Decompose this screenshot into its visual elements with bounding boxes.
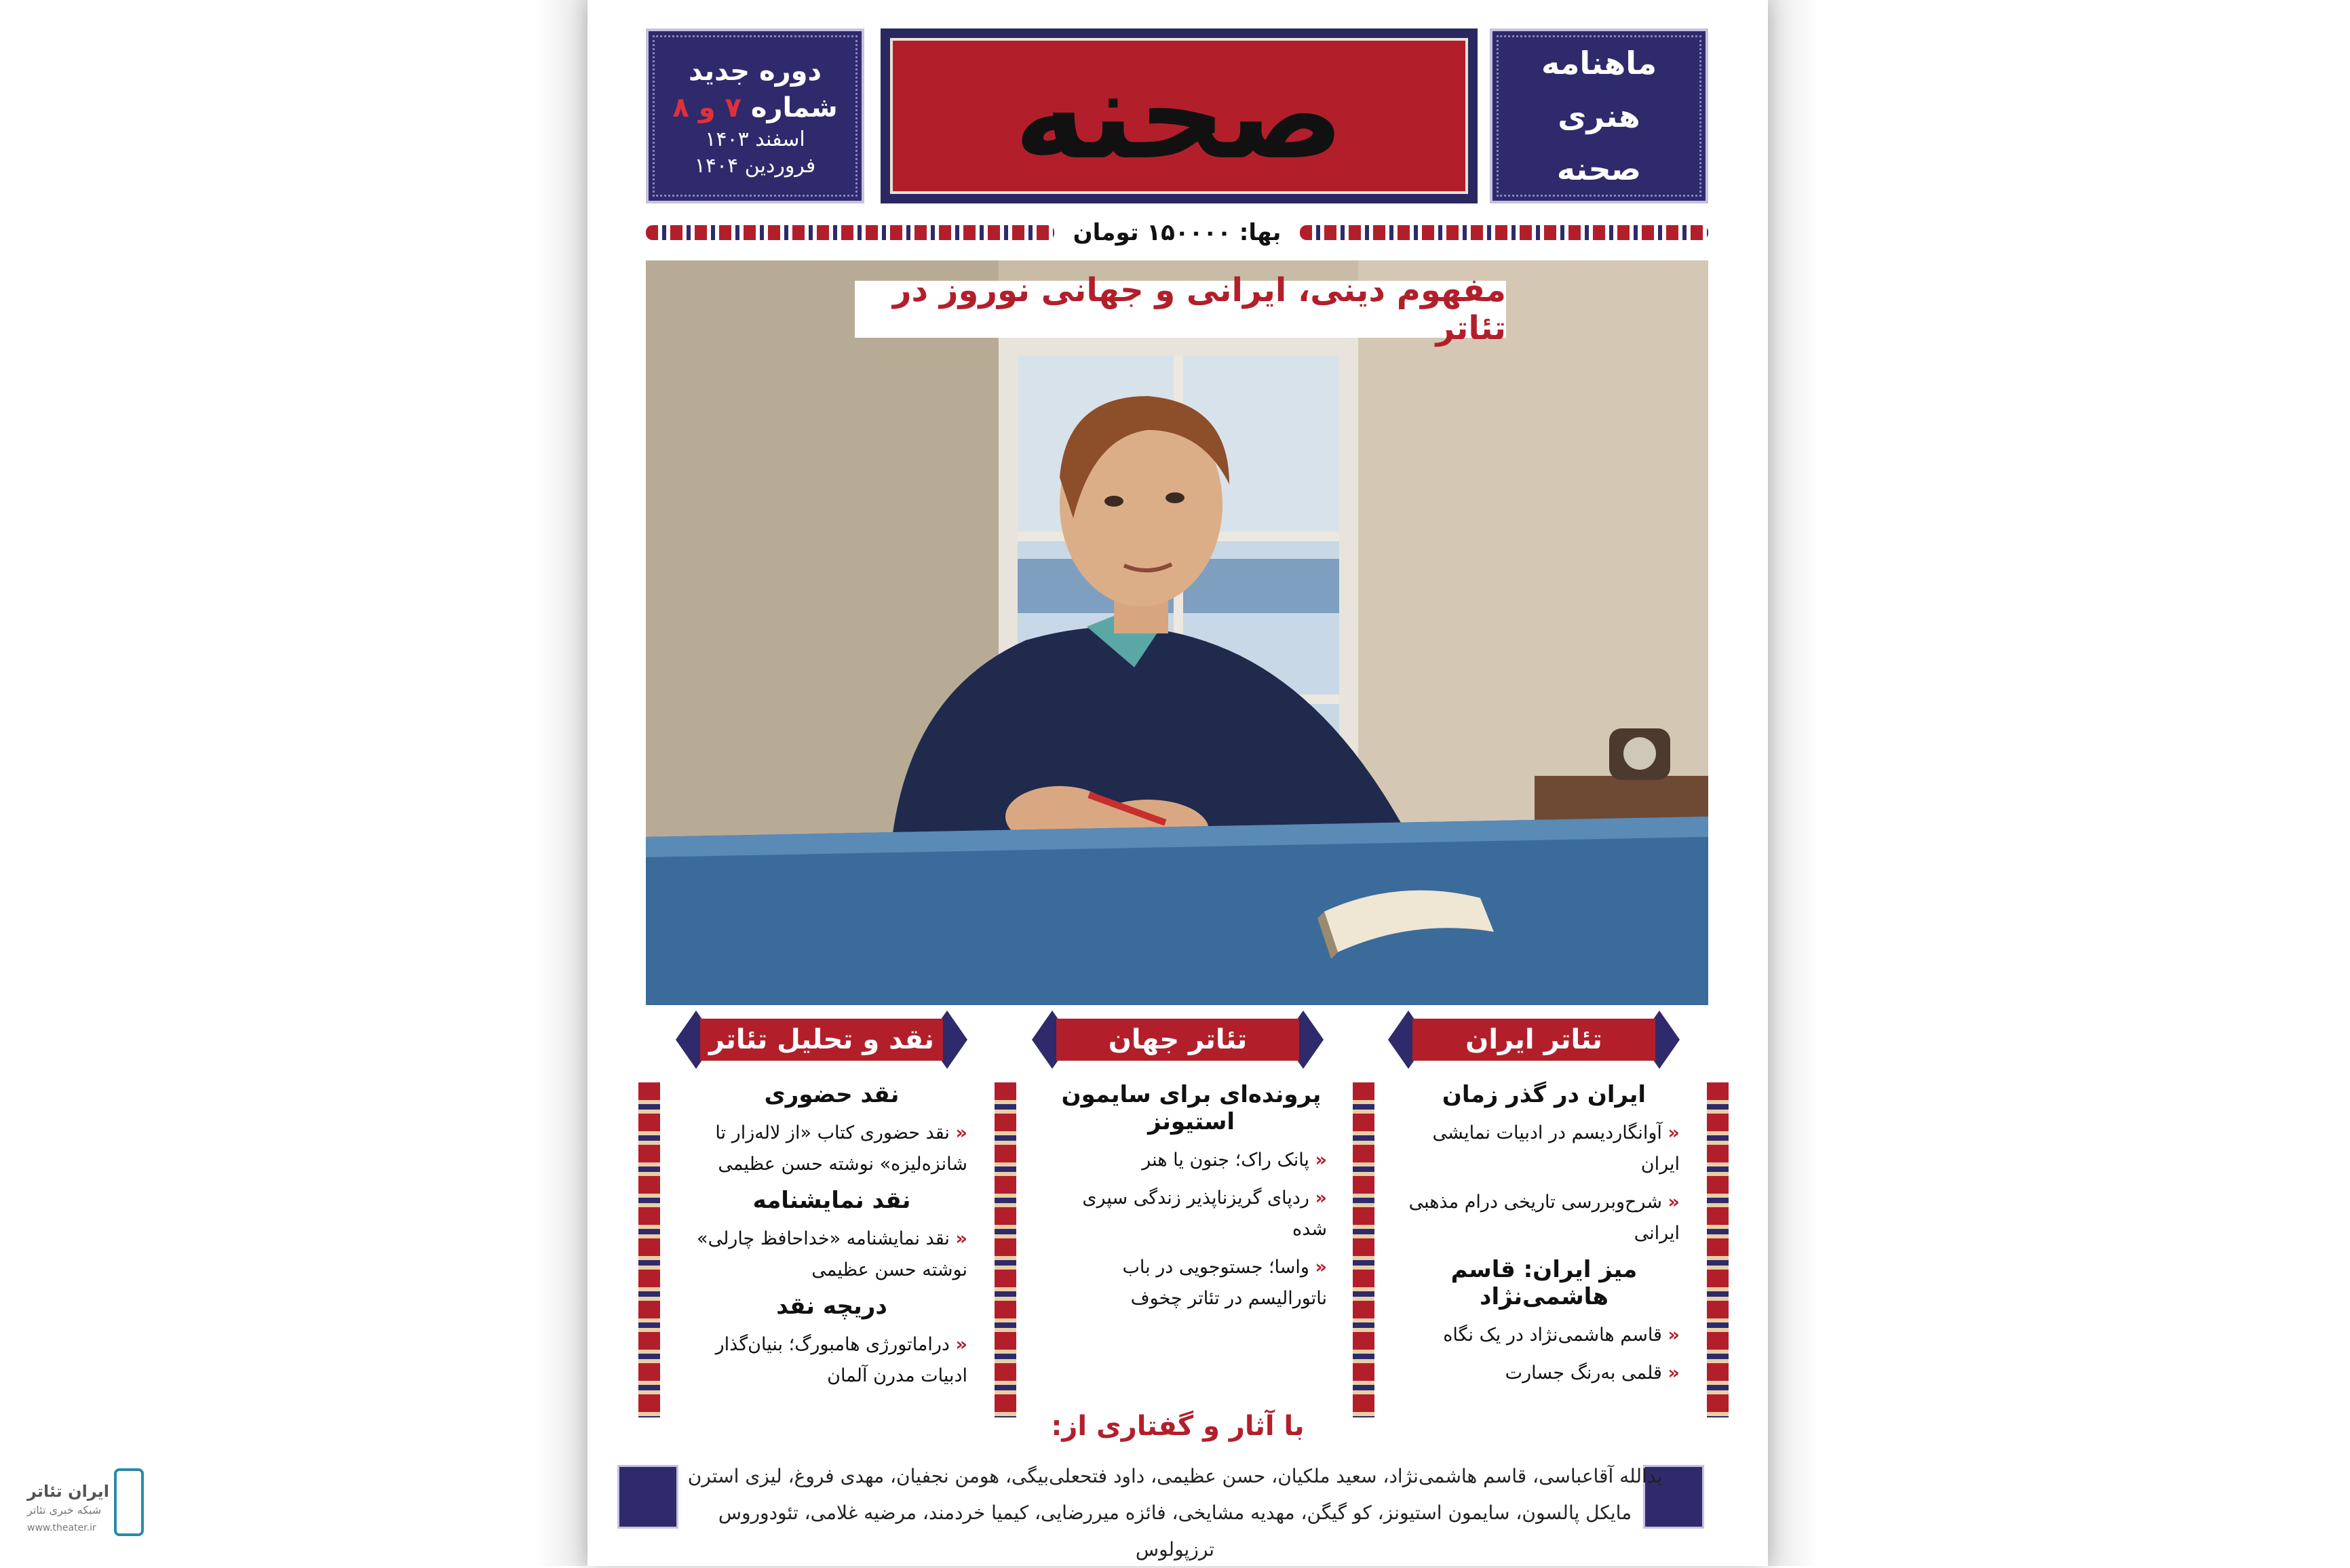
site-watermark-logo [27,1468,149,1543]
section-heading: نقد نمایشنامه [752,1187,911,1214]
section-banner-world-theater [1032,1011,1324,1069]
ornament-band-right [1300,225,1708,240]
issue-date-2: فروردین ۱۴۰۴ [694,154,816,178]
issue-number-label: شماره [750,92,838,123]
decorative-strip [1353,1082,1374,1417]
banner-label: تئاتر جهان [1056,1019,1299,1061]
ornament-row [646,216,1708,250]
contributors-line: مایکل پالسون، سایمون استیونز، کو گیگن، مهدیه مشایخی، فائزه میررضایی، کیمیا خردمند، مرضیه غلامی، تئودوروس ترزپولوس [718,1502,1632,1561]
page-shadow-right [1764,0,1818,1566]
price-label: بها: ۱۵۰۰۰۰ تومان [1073,219,1282,246]
article-title: نقد نمایشنامه «خداحافظ چارلی» نوشته حسن عظیمی [697,1228,967,1280]
section-heading: دریچه نقد [776,1293,887,1320]
magazine-cover [588,0,1768,1566]
article-title: شرح‌وبررسی تاریخی درام مذهبی ایرانی [1408,1192,1680,1244]
article-title: پانک راک؛ جنون یا هنر [1142,1150,1309,1171]
section-critique [696,1077,967,1398]
banner-label: تئاتر ایران [1412,1019,1655,1061]
bullet-arrow-icon: « [1668,1363,1680,1384]
bullet-arrow-icon: « [1315,1188,1327,1209]
bullet-arrow-icon: « [955,1122,967,1143]
article-title: واسا؛ جستوجویی در باب ناتورالیسم در تئاتر چخوف [1122,1257,1327,1309]
watermark-subtitle: شبکه خبری تئاتر [27,1504,102,1516]
section-banner-critique [676,1011,967,1069]
bullet-arrow-icon: « [1315,1257,1327,1278]
section-heading: ایران در گذر زمان [1442,1081,1646,1108]
article-item [1408,1187,1680,1249]
issue-date-1: اسفند ۱۴۰۳ [705,128,805,151]
theater-logo-icon [114,1468,144,1536]
article-title: قاسم هاشمی‌نژاد در یک نگاه [1443,1325,1662,1346]
article-item [1056,1252,1327,1314]
article-item [1408,1320,1680,1351]
issue-number [672,92,837,123]
watermark-url: www.theater.ir [27,1523,96,1533]
cover-illustration [646,260,1708,1005]
article-item [696,1223,967,1286]
bullet-arrow-icon: « [955,1228,967,1249]
bullet-arrow-icon: « [955,1334,967,1355]
section-heading: نقد حضوری [764,1081,900,1108]
ornament-band-left [646,225,1054,240]
header-title-line: ماهنامه [1541,45,1657,81]
decorative-strip [995,1082,1016,1417]
section-heading: پرونده‌ای برای سایمون استیونز [1061,1081,1322,1135]
section-heading: میز ایران: قاسم هاشمی‌نژاد [1450,1256,1638,1310]
header-title-line: هنری [1558,98,1640,134]
contributors-list [687,1458,1663,1568]
header-title-box [1490,28,1708,203]
article-item [1408,1118,1680,1180]
article-title: نقد حضوری کتاب «از لاله‌زار تا شانزه‌لیزه» نوشته حسن عظیمی [715,1122,967,1175]
issue-period: دوره جدید [689,56,822,87]
page-shadow-left [536,0,590,1566]
decorative-strip [1707,1082,1729,1417]
cover-headline: مفهوم دینی، ایرانی و جهانی نوروز در تئاتر [855,281,1506,338]
issue-info-box [646,28,864,203]
article-title: قلمی به‌رنگ جسارت [1505,1363,1662,1384]
bullet-arrow-icon: « [1315,1150,1327,1171]
issue-number-value: ۷ و ۸ [672,92,741,123]
article-item [1056,1183,1327,1245]
section-iran-theater [1408,1077,1680,1396]
contributors-line: یدالله آقاعباسی، قاسم هاشمی‌نژاد، سعید ملکیان، حسن عظیمی، داود فتحعلی‌بیگی، هومن نجفیان، مهدی فروغ، لیزی استرن [687,1465,1663,1487]
illustration-man-at-table [646,260,1708,1005]
article-item [1408,1358,1680,1389]
contributors-title: با آثار و گفتاری از: [1051,1411,1305,1442]
section-world-theater [1056,1077,1327,1321]
bullet-arrow-icon: « [1668,1325,1680,1346]
header-title-line: صحنه [1556,151,1642,187]
logo-text: صحنه [1014,45,1345,187]
banner-label: نقد و تحلیل تئاتر [700,1019,943,1061]
watermark-title: ایران تئاتر [27,1482,109,1501]
contributors-ornament-left [617,1465,678,1529]
article-title: دراماتورژی هامبورگ؛ بنیان‌گذار ادبیات مدرن آلمان [715,1334,967,1386]
bullet-arrow-icon: « [1668,1122,1680,1143]
section-banner-iran-theater [1388,1011,1680,1069]
magazine-logo [881,28,1478,203]
article-item [696,1329,967,1392]
article-item [1056,1145,1327,1176]
article-title: آوانگاردیسم در ادبیات نمایشی ایران [1432,1122,1680,1175]
logo-inner-frame [890,38,1468,194]
bullet-arrow-icon: « [1668,1192,1680,1213]
article-title: ردپای گریزناپذیر زندگی سپری شده [1082,1188,1327,1240]
decorative-strip [638,1082,660,1417]
article-item [696,1118,967,1180]
